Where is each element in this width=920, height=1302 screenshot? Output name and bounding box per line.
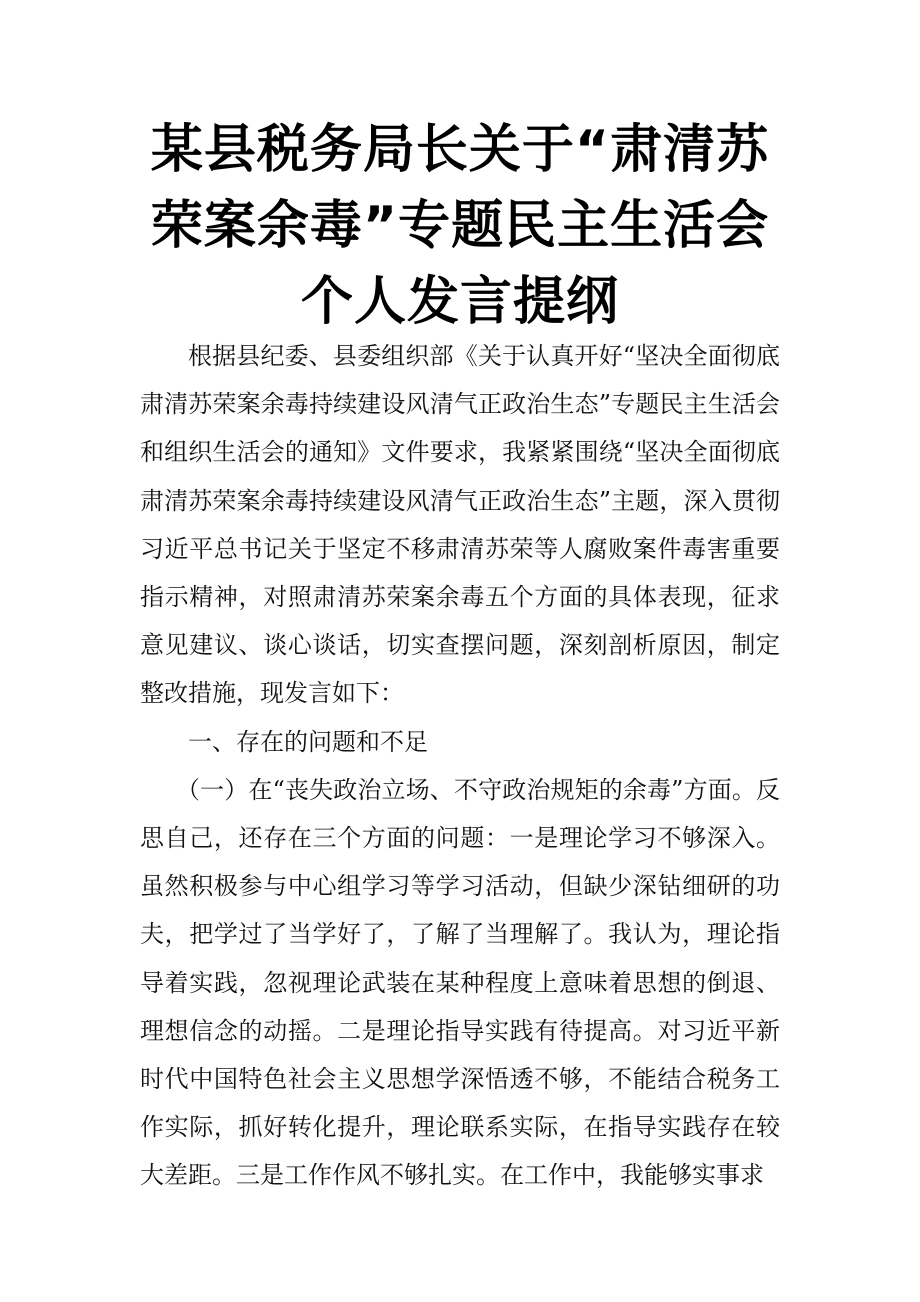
subsection-paragraph: （一）在“丧失政治立场、不守政治规矩的余毒”方面。反思自己，还存在三个方面的问题：一是理论学习不够深入。虽然积极参与中心组学习等学习活动，但缺少深钻细研的功夫，把学过了当学好了，了解了当理解了。我认为，理论指导着实践，忽视理论武装在某种程度上意味着思想的倒退、理想信念的动摇。二是理论指导实践有待提高。对习近平新时代中国特色社会主义思想学深悟透不够，不能结合税务工作实际，抓好转化提升，理论联系实际，在指导实践存在较大差距。三是工作作风不够扎实。在工作中，我能够实事求 bbox=[140, 775, 780, 1190]
document-body bbox=[140, 332, 780, 1200]
intro-paragraph: 根据县纪委、县委组织部《关于认真开好“坚决全面彻底肃清苏荣案余毒持续建设风清气正政治生态”专题民主生活会和组织生活会的通知》文件要求，我紧紧围绕“坚决全面彻底肃清苏荣案余毒持续建设风清气正政治生态”主题，深入贯彻习近平总书记关于坚定不移肃清苏荣等人腐败案件毒害重要指示精神，对照肃清苏荣案余毒五个方面的具体表现，征求意见建议、谈心谈话，切实查摆问题，深刻剖析原因，制定整改措施，现发言如下： bbox=[140, 342, 780, 708]
document-title: 某县税务局长关于“肃清苏荣案余毒”专题民主生活会个人发言提纲 bbox=[150, 120, 770, 332]
section-heading: 一、存在的问题和不足 bbox=[188, 727, 428, 756]
